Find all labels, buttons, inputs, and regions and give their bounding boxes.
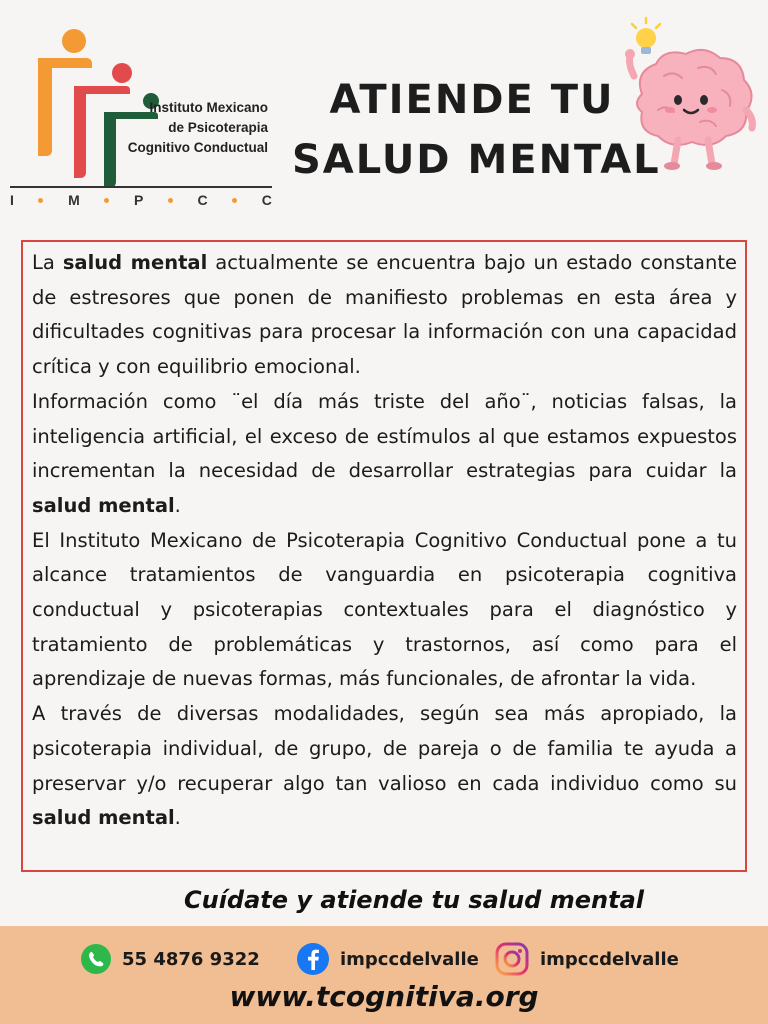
title-line-2: SALUD MENTAL [292, 137, 661, 183]
instagram-contact[interactable] [494, 942, 679, 976]
lightbulb-icon [632, 18, 660, 54]
logo-name [122, 98, 268, 158]
logo-letter: M [68, 192, 80, 208]
logo-dot [38, 198, 43, 203]
paragraph-2 [32, 385, 737, 524]
website-link[interactable]: www.tcognitiva.org [229, 980, 539, 1013]
main-text-box [21, 240, 747, 872]
logo-acronym [10, 192, 272, 208]
facebook-handle: impccdelvalle [340, 948, 479, 970]
instagram-icon [494, 941, 530, 977]
phone-contact[interactable] [80, 942, 260, 976]
paragraph-1-text-c: actualmente se encuentra bajo un estado constante de estresores que ponen de manifiesto problemas en esta área y dificultades cognitivas para procesar la información con una capacidad crítica y con equilibrio emocional. [32, 251, 738, 379]
paragraph-3: El Instituto Mexicano de Psicoterapia Cognitivo Conductual pone a tu alcance tratamientos de vanguardia en psicoterapia cognitiva conductual y psicoterapias contextuales para el diagnóstico y tratamiento de problemáticas y trastornos, así como para el aprendizaje de nuevas formas, más funcionales, de afrontar la vida. [32, 528, 737, 691]
paragraph-1 [32, 246, 737, 385]
logo-dot [232, 198, 237, 203]
logo-dot [104, 198, 109, 203]
brain-mascot-icon [612, 14, 762, 174]
logo-dot [168, 198, 173, 203]
paragraph-4 [32, 697, 737, 836]
paragraph-2-text-a: Información como ¨el día más triste del año¨, noticias falsas, la inteligencia artificial, el exceso de estímulos al que estamos expuestos incrementan la necesidad de desarrollar estrategias para cuidar la [32, 389, 737, 483]
paragraph-2-text-c: . [174, 493, 181, 517]
logo-line-1: Instituto Mexicano [149, 100, 268, 115]
paragraph-1-text-a: La [32, 251, 63, 274]
title-line-1: ATIENDE TU [329, 77, 615, 123]
whatsapp-icon [80, 943, 112, 975]
facebook-icon [296, 942, 330, 976]
logo-line-2: de Psicoterapia [168, 120, 268, 135]
paragraph-4-text-c: . [174, 806, 181, 830]
logo-line-3: Cognitivo Conductual [127, 140, 268, 155]
logo-letter: C [261, 192, 272, 208]
tagline: Cuídate y atiende tu salud mental [184, 886, 644, 914]
logo-divider [10, 186, 272, 188]
paragraph-4-emphasis: salud mental [32, 806, 175, 830]
paragraph-4-text-a: A través de diversas modalidades, según sea más apropiado, la psicoterapia individual, de grupo, de pareja o de familia te ayuda a preservar y/o recuperar algo tan valioso en cada individuo como su [32, 702, 737, 795]
page-title [292, 70, 661, 190]
logo-letter: I [10, 192, 14, 208]
phone-number: 55 4876 9322 [122, 948, 260, 970]
instagram-handle: impccdelvalle [540, 948, 679, 970]
paragraph-1-emphasis: salud mental [62, 251, 208, 274]
facebook-contact[interactable] [296, 942, 479, 976]
paragraph-2-emphasis: salud mental [32, 493, 175, 517]
logo-letter: P [133, 192, 144, 208]
logo-letter: C [197, 192, 208, 208]
